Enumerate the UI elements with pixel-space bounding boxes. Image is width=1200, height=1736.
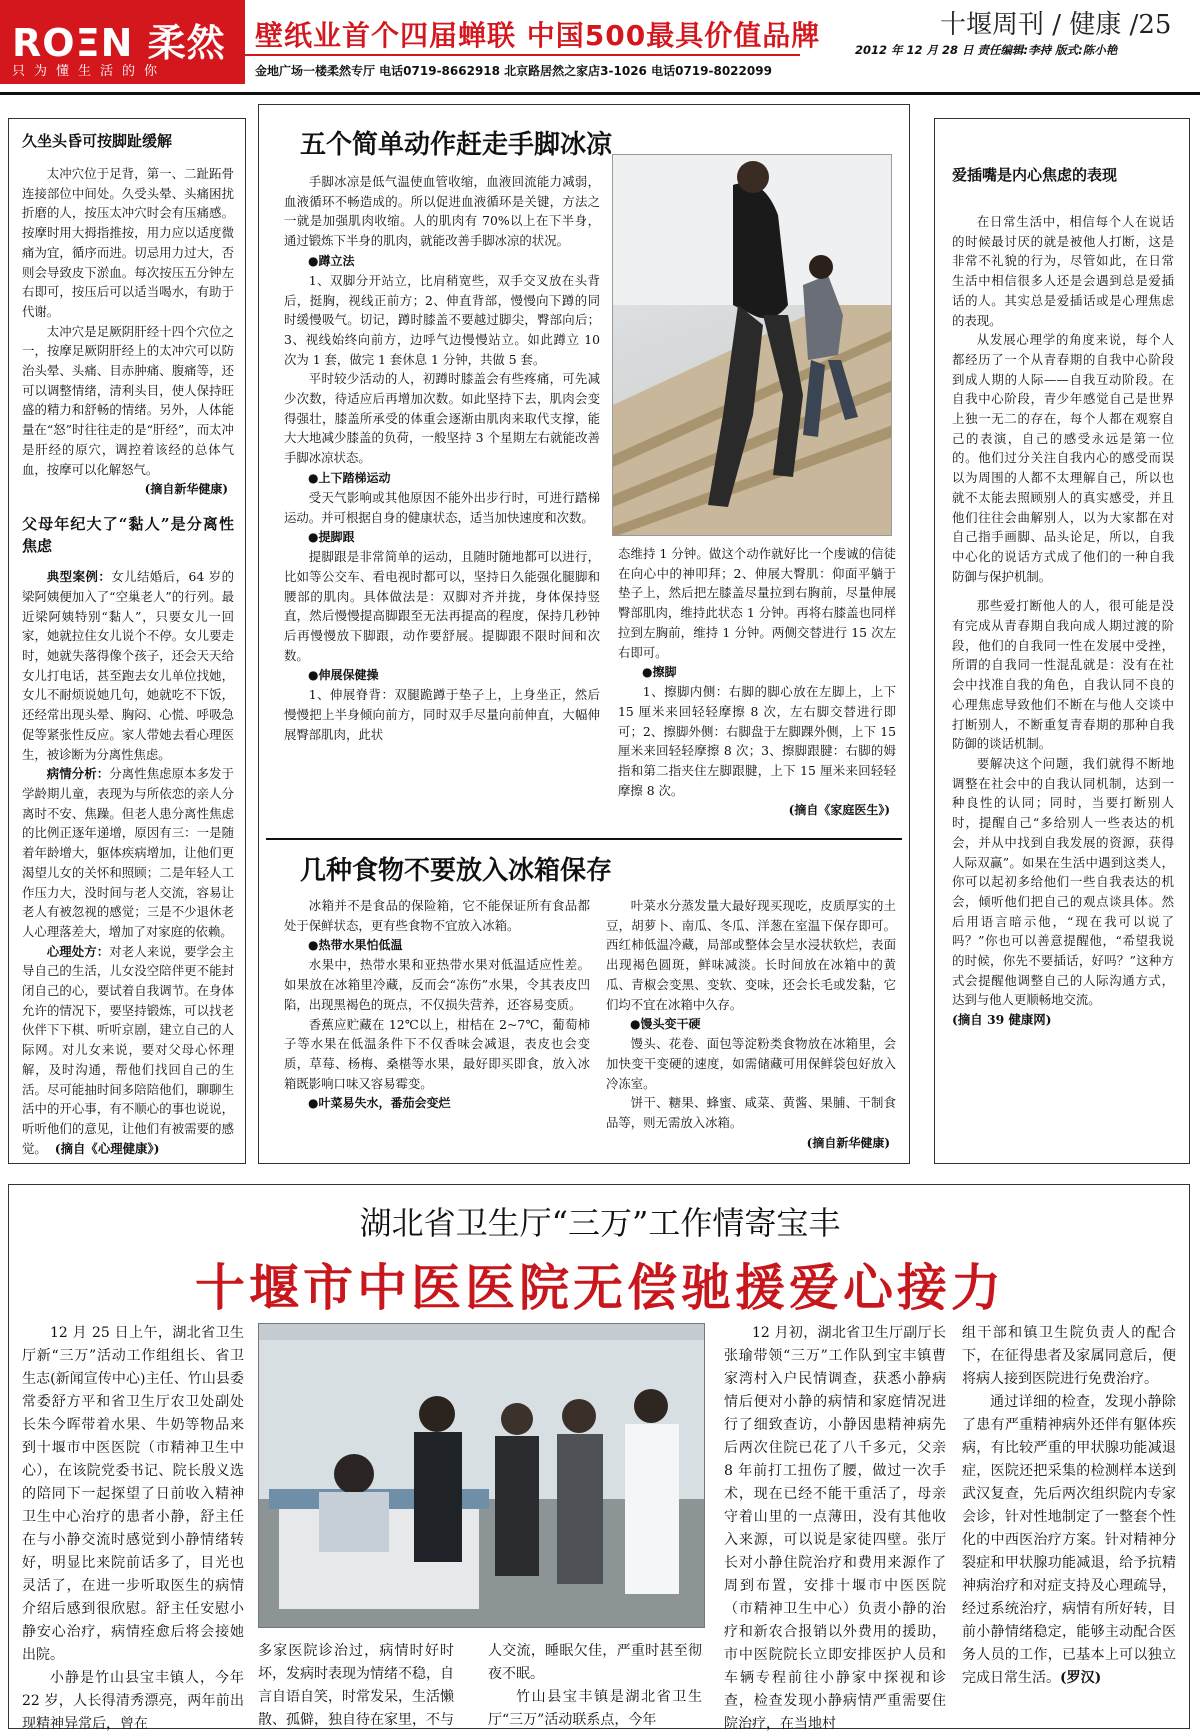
left-column: [22, 130, 234, 1158]
page-info: 2012 年 12 月 28 日 责任编辑:李持 版式:陈小艳: [855, 43, 1118, 57]
paragraph: [22, 567, 234, 764]
paragraph: 在日常生活中，相信每个人在说话的时候最讨厌的就是被他人打断，这是非常不礼貌的行为，尽管如此，在日常生活中相信很多人还是会遇到总是爱插话的人。其实总是爱插话或是心理焦虑的表现。: [952, 214, 1174, 328]
source-credit: (摘自《家庭医生》): [788, 803, 890, 818]
article-title: 爱插嘴是内心焦虑的表现: [952, 166, 1118, 184]
section-heading: ●馒头变干硬: [630, 1017, 701, 1032]
header-rule: [0, 92, 1200, 95]
feature-column-5: [962, 1322, 1176, 1690]
paragraph: 手脚冰凉是低气温使血管收缩，血液回流能力减弱，血液循环不畅造成的。所以促进血液循环是关键，方法之一就是加强肌肉收缩。人的肌肉有 70%以上在下半身，通过锻炼下半身的肌肉，就能改善手脚冰凉的状况。: [284, 174, 600, 249]
ad-slogan: 只为懂生活的你: [12, 64, 167, 79]
stairs-exercise-photo: [612, 154, 892, 536]
paragraph: 太冲穴是足厥阴肝经十四个穴位之一，按摩足厥阴肝经上的太冲穴可以防治头晕、头痛、目赤肿痛、腹痛等，还可以调整情绪，清利头目，使人保持旺盛的精力和舒畅的情绪。另外，人体能量在“怒”时往往走的是“肝经”，而太冲是肝经的原穴，调控着该经的总体气血，按摩可以化解怒气。: [22, 323, 234, 477]
ad-logo: ROΞN 柔然: [12, 21, 226, 65]
paragraph: 太冲穴位于足背，第一、二趾跖骨连接部位中间处。久受头晕、头痛困扰折磨的人，按压太冲穴时会有压痛感。按摩时用大拇指推按，用力应以适度微痛为宜，循序而进。切忌用力过大，否则会导致皮下淤血。每次按压五分钟左右即可，按压后可以适当喝水，有助于代谢。: [22, 166, 234, 319]
paragraph-text: 分离性焦虑原本多发于学龄期儿童，表现为与所依恋的亲人分离时不安、焦躁。但老人患分离性焦虑的比例正逐年递增，原因有三：一是随着年龄增大，躯体疾病增加，让他们更渴望儿女的关怀和照顾；二是年轻人工作压力大，没时间与老人交流，容易让老人有被忽视的感觉；三是不少退休老人心理落差大，增加了对家庭的依赖。: [22, 766, 235, 939]
ad-logo-box: [0, 0, 245, 84]
feature-column-2: [258, 1640, 454, 1732]
section-heading: ●提脚跟: [308, 530, 355, 545]
source-credit: (罗汉): [1060, 1670, 1102, 1686]
paragraph: 1、双脚分开站立，比肩稍宽些，双手交叉放在头背后，挺胸，视线正前方；2、伸直背部，慢慢向下蹲的同时缓慢吸气。切记，蹲时膝盖不要越过脚尖，臀部向后；3、视线始终向前方，边呼气边慢慢站立。如此蹲立 10 次为 1 套，做完 1 套休息 1 分钟，共做 5 套。: [284, 272, 600, 367]
page-title: 十堰周刊 / 健康 /25: [940, 10, 1172, 40]
article-body-right: [618, 544, 896, 820]
paragraph: 从发展心理学的角度来说，每个人都经历了一个从青春期的自我中心阶段到成人期的人际——自我互动阶段。在自我中心阶段，青少年感觉自己是世界上独一无二的存在，每个人都在观察自己的表演，自己的感受永远是第一位的。他们过分关注自我内心的感受而误以为周围的人都不太理解自己，所以也就不太能去照顾别人的真实感受，并且他们往往会曲解别人，以为大家都在对自己指手画脚、品头论足，所以，自我中心化的说话方式成了他们的一种自我防御与保护机制。: [952, 332, 1174, 584]
section-heading: ●热带水果怕低温: [308, 938, 403, 953]
paragraph: 平时较少活动的人，初蹲时膝盖会有些疼痛，可先减少次数，待适应后再增加次数。如此坚持下去，肌肉会变得强壮，膝盖所承受的体重会逐渐由肌肉来取代支撑，能大大地减少膝盖的负荷，一般坚持 3 个星期左右就能改善手脚冰凉状态。: [284, 371, 600, 466]
paragraph: 态维持 1 分钟。做这个动作就好比一个虔诚的信徒在向心中的神叩拜；2、伸展大臀肌：仰面平躺于垫子上，然后把左膝盖尽量拉到右胸前，尽量伸展臀部肌肉，维持此状态 1 分钟。再将右膝盖也同样拉到左胸前，维持 1 分钟。两侧交替进行 15 次左右即可。: [618, 546, 896, 660]
article-divider: [266, 838, 902, 840]
feature-headline: 十堰市中医医院无偿驰援爱心接力: [195, 1258, 1005, 1317]
feature-column-1: [22, 1322, 244, 1736]
article-title: 父母年纪大了“黏人”是分离性焦虑: [22, 515, 234, 556]
paragraph-text: 通过详细的检查，发现小静除了患有严重精神病外还伴有躯体疾病，有比较严重的甲状腺功能减退症，医院还把采集的检测样本送到武汉复查，先后两次组织院内专家会诊，针对性地制定了一整套个性化的中西医治疗方案。针对精神分裂症和甲状腺功能减退，给予抗精神病治疗和对症支持及心理疏导，经过系统治疗，病情有所好转，目前小静情绪稳定，能够主动配合医务人员的工作，已基本上可以独立完成日常生活。: [962, 1394, 1176, 1686]
paragraph: 叶菜水分蒸发量大最好现买现吃，皮质厚实的土豆，胡萝卜、南瓜、冬瓜、洋葱在室温下保存即可。西红柿低温冷藏，局部或整体会呈水浸状软烂，表面出现褐色圆斑，鲜味减淡。长时间放在冰箱中的黄瓜、青椒会变黑、变软、变味，还会长毛或发黏，它们均不宜在冰箱中久存。: [606, 898, 896, 1012]
article-title: 久坐头昏可按脚趾缓解: [22, 132, 173, 150]
article-title: 五个简单动作赶走手脚冰凉: [300, 130, 613, 160]
paragraph: [22, 764, 234, 941]
source-credit: (摘自新华健康): [144, 482, 228, 497]
paragraph: 要解决这个问题，我们就得不断地调整在社会中的自我认同机制，达到一种良性的认同；同时，当要打断别人时，提醒自己“多给别人一些表达的机会，并从中找到自我发展的资源，获得人际双赢”。如果在生活中遇到这类人，你可以起初多给他们一些自我表达的机会，倾听他们把自己的观点谈具体。然后用语言暗示他，“现在我可以说了吗？”你也可以善意提醒他，“希望我说的时候，你先不要插话，好吗？”这种方式会提醒他调整自己的人际沟通方式，达到与他人更顺畅地交流。: [952, 755, 1174, 1008]
section-heading: ●蹲立法: [308, 253, 355, 268]
article-body-right: [606, 896, 896, 1153]
paragraph: 提脚跟是非常简单的运动，且随时随地都可以进行，比如等公交车、看电视时都可以，坚持日久能强化腿脚和腰部的肌肉。具体做法是：双脚对齐并拢，身体保持竖直，然后慢慢提高脚跟至无法再提高的程度，保持几秒钟后再慢慢放下脚跟，动作要舒展。提脚跟不限时间和次数。: [284, 549, 600, 663]
paragraph: 水果中，热带水果和亚热带水果对低温适应性差。如果放在冰箱里冷藏，反而会“冻伤”水果，令其表皮凹陷，出现黑褐色的斑点，不仅损失营养，还容易变质。: [284, 957, 590, 1012]
paragraph: 饼干、糖果、蜂蜜、咸菜、黄酱、果脯、干制食品等，则无需放入冰箱。: [606, 1095, 896, 1131]
masthead-advertisement: [0, 0, 821, 84]
paragraph: 竹山县宝丰镇是湖北省卫生厅“三万”活动联系点，今年: [488, 1689, 702, 1728]
paragraph: 冰箱并不是食品的保险箱，它不能保证所有食品都处于保鲜状态，更有些食物不宜放入冰箱。: [284, 898, 590, 933]
paragraph: 12 月 25 日上午，湖北省卫生厅新“三万”活动工作组组长、省卫生志(新闻宣传中心)主任、竹山县委常委舒方平和省卫生厅农卫处副处长朱今晖带着水果、牛奶等物品来到十堰市中医医院（市精神卫生中心），在该院党委书记、院长殷义选的陪同下一起探望了日前收入精神卫生中心治疗的患者小静，舒主任在与小静交流时感觉到小静情绪转好，明显比来院前话多了，目光也灵活了，在进一步听取医生的病情介绍后感到很欣慰。舒主任安慰小静安心治疗，病情痊愈后将会接她出院。: [22, 1325, 244, 1663]
paragraph: 那些爱打断他人的人，很可能是没有完成从青春期自我向成人期过渡的阶段，他们的自我同一性在发展中受挫，所谓的自我同一性混乱就是：没有在社会中找准自我的角色，自我认同不良的心理焦虑导致他们不断在与他人交谈中打断别人，不断重复青春期的那种自我防御的谈话机制。: [952, 598, 1174, 752]
feature-column-4: [724, 1322, 946, 1736]
paragraph-label: 心理处方：: [46, 943, 110, 959]
section-heading: ●上下踏梯运动: [308, 470, 391, 485]
section-heading: ●擦脚: [642, 665, 677, 680]
hospital-photo-illustration: [259, 1324, 705, 1628]
stairs-photo-illustration: [613, 155, 892, 536]
feature-kicker: 湖北省卫生厅“三万”工作情寄宝丰: [359, 1204, 841, 1242]
ad-headline: 壁纸业首个四届蝉联 中国500最具价值品牌: [255, 19, 821, 52]
paragraph: 12 月初，湖北省卫生厅副厅长张瑜带领“三万”工作队到宝丰镇曹家湾村入户民情调查，获悉小静病情后便对小静的病情和家庭情况进行了细致查访，小静因患精神病先后两次住院已花了八千多元，父亲 8 年前打工扭伤了腰，做过一次手术，现在已经不能干重活了，母亲守着山里的一点薄田，没有其他收入来源，可以说是家徒四壁。张厅长对小静住院治疗和费用来源作了周到布置，安排十堰市中医医院（市精神卫生中心）负责小静的治疗和新农合报销以外费用的援助，市中医院院长立即安排医护人员和车辆专程前往小静家中探视和诊查，检查发现小静病情严重需要住院治疗，在当地村: [724, 1325, 946, 1732]
source-credit: (摘自 39 健康网): [952, 1012, 1052, 1028]
paragraph: 1、伸展脊背：双腿跪蹲于垫子上，上身坐正，然后慢慢把上半身倾向前方，同时双手尽量向前伸直，大幅伸展臀部肌肉，此状: [284, 687, 600, 742]
paragraph-label: 典型案例：: [46, 569, 112, 585]
section-heading: ●伸展保健操: [308, 668, 379, 683]
ad-divider: [245, 54, 800, 56]
paragraph-text: 对老人来说，要学会主导自己的生活，儿女没空陪伴更不能封闭自己的心，要试着自我调节。在身体允许的情况下，要坚持锻炼，可以找老伙伴下下棋、听听京剧，建立自己的人际网。对儿女来说，要对父母心怀理解，及时沟通，帮他们找回自己的生活。尽可能抽时间多陪陪他们，聊聊生活中的开心事，有不顺心的事也说说，听听他们的意见，让他们有被需要的感觉。: [22, 943, 235, 1156]
paragraph: 组干部和镇卫生院负责人的配合下，在征得患者及家属同意后，便将病人接到医院进行免费治疗。: [962, 1325, 1176, 1387]
paragraph: 1、擦脚内侧：右脚的脚心放在左脚上，上下 15 厘米来回轻轻摩擦 8 次，左右脚交替进行即可；2、擦脚外侧：右脚盘于左脚踝外侧，上下 15 厘米来回轻轻摩擦 8 次；3、擦脚跟腱：右脚的姆指和第二指夹住左脚跟腱，上下 15 厘米来回轻轻摩擦 8 次。: [618, 684, 896, 798]
article-body-left: [284, 172, 600, 745]
hospital-visit-photo: [258, 1323, 705, 1628]
paragraph: 小静是竹山县宝丰镇人，今年 22 岁，人长得清秀漂亮，两年前出现精神异常后，曾在: [22, 1670, 244, 1732]
article-title: 几种食物不要放入冰箱保存: [300, 856, 613, 886]
paragraph-label: 病情分析：: [46, 766, 110, 782]
paragraph: 受天气影响或其他原因不能外出步行时，可进行踏梯运动。并可根据自身的健康状态，适当加快速度和次数。: [284, 489, 600, 525]
article-body-left: [284, 896, 590, 1113]
paragraph: 馒头、花卷、面包等淀粉类食物放在冰箱里，会加快变干变硬的速度，如需储藏可用保鲜袋包好放入冷冻室。: [606, 1036, 896, 1091]
feature-column-3: [488, 1640, 702, 1732]
source-credit: (摘自《心理健康》): [54, 1140, 160, 1156]
ad-address: 金地广场一楼柔然专厅 电话0719-8662918 北京路居然之家店3-1026 电话0719-8022099: [255, 64, 772, 78]
paragraph: 多家医院诊治过，病情时好时坏，发病时表现为情绪不稳，自言自语自笑，时常发呆，生活懒散、孤僻，独自待在家里，不与: [258, 1643, 454, 1728]
paragraph: [22, 942, 234, 1159]
source-credit: (摘自新华健康): [806, 1135, 890, 1150]
paragraph: [962, 1391, 1176, 1690]
paragraph: 香蕉应贮藏在 12℃以上，柑桔在 2~7℃，葡萄柿子等水果在低温条件下不仅香味会减退，表皮也会变质，草莓、杨梅、桑椹等水果，最好即买即食，放入冰箱既影响口味又容易霉变。: [284, 1016, 590, 1091]
paragraph: 人交流，睡眠欠佳，严重时甚至彻夜不眠。: [488, 1643, 702, 1682]
right-column: [952, 164, 1174, 1030]
section-heading: ●叶菜易失水，番茄会变烂: [308, 1096, 451, 1111]
paragraph-text: 女儿结婚后，64 岁的梁阿姨便加入了“空巢老人”的行列。最近梁阿姨特别“黏人”，只要女儿一回家，她就拉住女儿说个不停。女儿要走时，她就失落得像个孩子，还会天天给女儿打电话，甚至跑去女儿单位找她，女儿不耐烦说她几句，她就吃不下饭，还经常出现头晕、胸闷、心慌、呼吸急促等紧张性反应。家人带她去看心理医生，被诊断为分离性焦虑。: [22, 569, 234, 762]
